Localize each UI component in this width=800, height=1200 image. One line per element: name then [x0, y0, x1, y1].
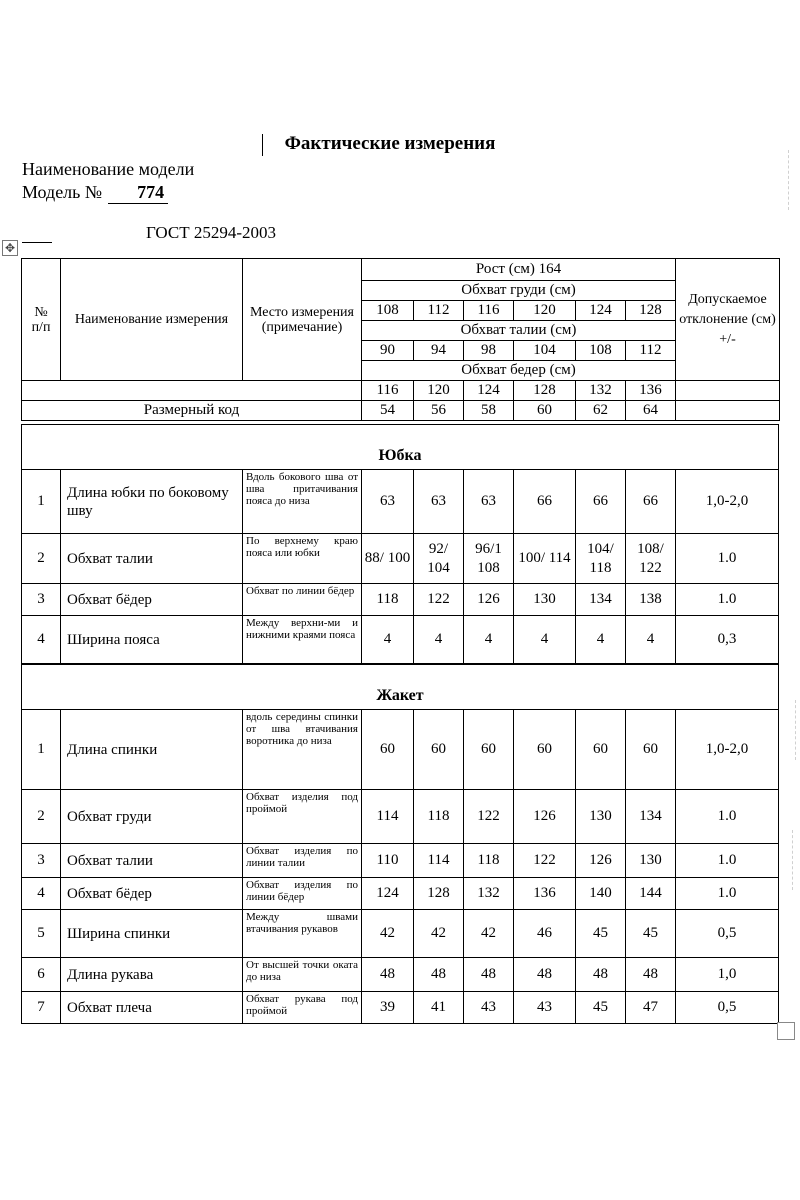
- measurement-note: От высшей точки оката до низа: [243, 958, 362, 992]
- bust-value: 128: [626, 301, 676, 321]
- row-number: 4: [22, 616, 61, 664]
- row-number: 3: [22, 584, 61, 616]
- size-value: 42: [464, 910, 514, 958]
- size-code-value: 60: [514, 401, 576, 421]
- table-row: [22, 910, 779, 958]
- section-title-row: [22, 665, 779, 710]
- measurement-note: Вдоль бокового шва от шва притачивания пояса до низа: [243, 470, 362, 534]
- hips-values-row: [22, 381, 780, 401]
- bust-value: 112: [414, 301, 464, 321]
- underline-stub: [22, 242, 52, 243]
- tolerance-value: 1.0: [676, 584, 779, 616]
- bust-value: 108: [362, 301, 414, 321]
- hips-label: Обхват бедер (см): [362, 361, 676, 381]
- row-number: 4: [22, 878, 61, 910]
- tolerance-value: 1.0: [676, 790, 779, 844]
- size-value: 114: [362, 790, 414, 844]
- model-number-value: 774: [108, 182, 168, 204]
- size-value: 126: [464, 584, 514, 616]
- hips-value: 116: [362, 381, 414, 401]
- size-value: 60: [464, 710, 514, 790]
- size-value: 60: [514, 710, 576, 790]
- size-value: 108/ 122: [626, 534, 676, 584]
- size-value: 118: [414, 790, 464, 844]
- row-number: 2: [22, 534, 61, 584]
- model-number-line: [22, 182, 168, 204]
- row-number: 6: [22, 958, 61, 992]
- bust-value: 116: [464, 301, 514, 321]
- table-row: [22, 844, 779, 878]
- size-value: 60: [362, 710, 414, 790]
- col-num-header: № п/п: [22, 259, 61, 381]
- bust-value: 124: [576, 301, 626, 321]
- size-value: 66: [626, 470, 676, 534]
- size-value: 63: [362, 470, 414, 534]
- table-row: [22, 992, 779, 1024]
- size-value: 60: [626, 710, 676, 790]
- size-value: 66: [514, 470, 576, 534]
- size-value: 4: [362, 616, 414, 664]
- size-value: 118: [464, 844, 514, 878]
- table-resize-handle-icon[interactable]: [777, 1022, 795, 1040]
- page-title: Фактические измерения: [284, 133, 496, 154]
- row-number: 5: [22, 910, 61, 958]
- jacket-table: [21, 664, 779, 1024]
- size-value: 41: [414, 992, 464, 1024]
- tolerance-value: 1.0: [676, 878, 779, 910]
- measurement-name: Ширина пояса: [61, 616, 243, 664]
- bust-label: Обхват груди (см): [362, 281, 676, 301]
- size-value: 128: [414, 878, 464, 910]
- size-value: 140: [576, 878, 626, 910]
- waist-label: Обхват талии (см): [362, 321, 676, 341]
- bust-value: 120: [514, 301, 576, 321]
- section-title: Юбка: [22, 425, 779, 470]
- size-value: 42: [414, 910, 464, 958]
- size-value: 126: [576, 844, 626, 878]
- waist-value: 98: [464, 341, 514, 361]
- size-value: 126: [514, 790, 576, 844]
- height-label: Рост (см) 164: [362, 259, 676, 281]
- size-value: 132: [464, 878, 514, 910]
- measurement-note: Обхват изделия по линии талии: [243, 844, 362, 878]
- row-number: 2: [22, 790, 61, 844]
- size-code-empty: [676, 401, 780, 421]
- table-row: [22, 958, 779, 992]
- size-value: 92/ 104: [414, 534, 464, 584]
- size-value: 88/ 100: [362, 534, 414, 584]
- measurement-note: Обхват изделия по линии бёдер: [243, 878, 362, 910]
- hips-value: 128: [514, 381, 576, 401]
- header-spacer: [22, 381, 362, 401]
- waist-value: 104: [514, 341, 576, 361]
- size-value: 42: [362, 910, 414, 958]
- measurement-name: Обхват талии: [61, 844, 243, 878]
- size-code-value: 54: [362, 401, 414, 421]
- size-value: 122: [414, 584, 464, 616]
- size-value: 60: [576, 710, 626, 790]
- size-value: 118: [362, 584, 414, 616]
- section-title-row: [22, 425, 779, 470]
- size-code-value: 58: [464, 401, 514, 421]
- size-value: 130: [514, 584, 576, 616]
- table-row: [22, 616, 779, 664]
- size-value: 114: [414, 844, 464, 878]
- size-value: 134: [626, 790, 676, 844]
- waist-value: 90: [362, 341, 414, 361]
- size-value: 110: [362, 844, 414, 878]
- row-number: 7: [22, 992, 61, 1024]
- waist-value: 112: [626, 341, 676, 361]
- hips-value: 120: [414, 381, 464, 401]
- measurement-name: Обхват бёдер: [61, 584, 243, 616]
- col-name-header: Наименование измерения: [61, 259, 243, 381]
- measurement-note: вдоль середины спинки от шва втачивания воротника до низа: [243, 710, 362, 790]
- table-row: [22, 470, 779, 534]
- measurement-note: Обхват рукава под проймой: [243, 992, 362, 1024]
- tolerance-value: 1.0: [676, 844, 779, 878]
- hips-value: 136: [626, 381, 676, 401]
- size-value: 63: [414, 470, 464, 534]
- tolerance-value: 1.0: [676, 534, 779, 584]
- size-value: 96/1 108: [464, 534, 514, 584]
- table-row: [22, 710, 779, 790]
- header-table: [21, 258, 780, 421]
- size-value: 4: [576, 616, 626, 664]
- size-value: 130: [626, 844, 676, 878]
- size-value: 45: [626, 910, 676, 958]
- size-value: 138: [626, 584, 676, 616]
- measurement-name: Обхват плеча: [61, 992, 243, 1024]
- measurement-note: По верхнему краю пояса или юбки: [243, 534, 362, 584]
- tolerance-value: 0,5: [676, 992, 779, 1024]
- size-value: 4: [514, 616, 576, 664]
- waist-value: 108: [576, 341, 626, 361]
- measurement-note: Между верхни-ми и нижними краями пояса: [243, 616, 362, 664]
- table-row: [22, 878, 779, 910]
- table-row: [22, 584, 779, 616]
- size-code-row: [22, 401, 780, 421]
- measurement-name: Обхват талии: [61, 534, 243, 584]
- size-value: 104/ 118: [576, 534, 626, 584]
- size-value: 66: [576, 470, 626, 534]
- table-row: [22, 534, 779, 584]
- size-value: 4: [464, 616, 514, 664]
- size-value: 136: [514, 878, 576, 910]
- measurement-note: Обхват по линии бёдер: [243, 584, 362, 616]
- tolerance-value: 0,3: [676, 616, 779, 664]
- measurement-name: Длина рукава: [61, 958, 243, 992]
- size-value: 43: [514, 992, 576, 1024]
- tolerance-value: 1,0: [676, 958, 779, 992]
- model-name-label: Наименование модели: [22, 159, 195, 179]
- section-title: Жакет: [22, 665, 779, 710]
- waist-value: 94: [414, 341, 464, 361]
- size-value: 48: [576, 958, 626, 992]
- table-move-handle-icon[interactable]: ✥: [2, 240, 18, 256]
- size-value: 48: [414, 958, 464, 992]
- tolerance-value: 1,0-2,0: [676, 710, 779, 790]
- size-value: 122: [514, 844, 576, 878]
- measurement-name: Ширина спинки: [61, 910, 243, 958]
- size-value: 45: [576, 992, 626, 1024]
- measurement-note: Между швами втачивания рукавов: [243, 910, 362, 958]
- size-value: 48: [464, 958, 514, 992]
- size-code-value: 62: [576, 401, 626, 421]
- size-value: 48: [362, 958, 414, 992]
- measurement-name: Длина спинки: [61, 710, 243, 790]
- hips-value: 132: [576, 381, 626, 401]
- row-number: 1: [22, 470, 61, 534]
- tolerance-value: 0,5: [676, 910, 779, 958]
- measurement-note: Обхват изделия под проймой: [243, 790, 362, 844]
- size-code-value: 56: [414, 401, 464, 421]
- col-place-header: Место измерения (примечание): [243, 259, 362, 381]
- size-code-label: Размерный код: [22, 401, 362, 421]
- skirt-table: [21, 424, 779, 664]
- size-value: 144: [626, 878, 676, 910]
- size-value: 47: [626, 992, 676, 1024]
- measurement-name: Обхват груди: [61, 790, 243, 844]
- header-spacer: [676, 381, 780, 401]
- row-number: 3: [22, 844, 61, 878]
- tolerance-value: 1,0-2,0: [676, 470, 779, 534]
- measurement-name: Обхват бёдер: [61, 878, 243, 910]
- size-value: 39: [362, 992, 414, 1024]
- measurement-name: Длина юбки по боковому шву: [61, 470, 243, 534]
- size-value: 134: [576, 584, 626, 616]
- model-number-label: Модель №: [22, 182, 103, 202]
- size-value: 124: [362, 878, 414, 910]
- tolerance-header: Допускаемое отклонение (см) +/-: [676, 259, 780, 381]
- size-value: 46: [514, 910, 576, 958]
- size-value: 4: [414, 616, 464, 664]
- size-code-value: 64: [626, 401, 676, 421]
- size-value: 60: [414, 710, 464, 790]
- standard-label: ГОСТ 25294-2003: [146, 223, 277, 242]
- size-value: 4: [626, 616, 676, 664]
- hips-value: 124: [464, 381, 514, 401]
- size-value: 100/ 114: [514, 534, 576, 584]
- size-value: 48: [626, 958, 676, 992]
- table-row: [22, 790, 779, 844]
- size-value: 43: [464, 992, 514, 1024]
- size-value: 45: [576, 910, 626, 958]
- size-value: 122: [464, 790, 514, 844]
- size-value: 130: [576, 790, 626, 844]
- size-value: 63: [464, 470, 514, 534]
- size-value: 48: [514, 958, 576, 992]
- row-number: 1: [22, 710, 61, 790]
